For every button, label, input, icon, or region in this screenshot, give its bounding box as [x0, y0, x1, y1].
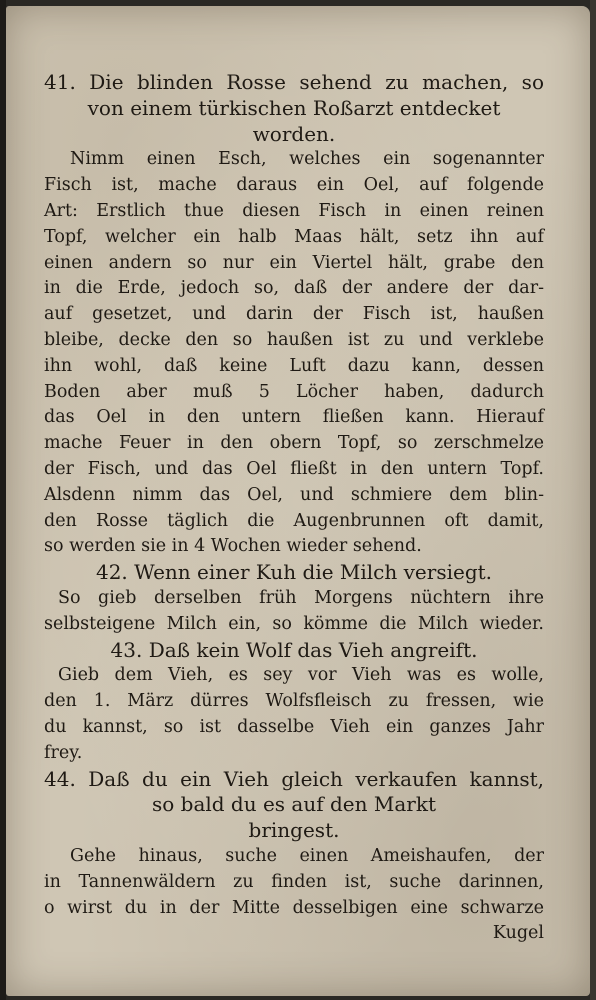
text-line: in Tannenwäldern zu finden ist, suche darinnen, [44, 871, 544, 892]
text-line: Art: Erstlich thue diesen Fisch in einen reinen [44, 200, 544, 221]
text-line: Boden aber muß 5 Löcher haben, dadurch [44, 381, 544, 402]
text-line: bringest. [248, 818, 340, 843]
text-line: o wirst du in der Mitte desselbigen eine schwarze [44, 897, 544, 918]
text-line: 44. Daß du ein Vieh gleich verkaufen kannst, [44, 766, 544, 791]
text-line: selbsteigene Milch ein, so kömme die Milch wieder. [44, 613, 544, 634]
text-line: du kannst, so ist dasselbe Vieh ein ganzes Jahr [44, 716, 544, 737]
text-line: bleibe, decke den so haußen ist zu und verklebe [44, 329, 544, 350]
text-line: den Rosse täglich die Augenbrunnen oft damit, [44, 510, 544, 531]
text-line: mache Feuer in den obern Topf, so zerschmelze [44, 433, 544, 454]
text-line: in die Erde, jedoch so, daß der andere der dar- [44, 278, 544, 299]
text-line: frey. [44, 742, 83, 763]
text-line: Alsdenn nimm das Oel, und schmiere dem blin- [44, 484, 544, 505]
text-line: 41. Die blinden Rosse sehend zu machen, so [44, 70, 544, 94]
text-line: auf gesetzet, und darin der Fisch ist, haußen [44, 304, 544, 325]
text-line: einen andern so nur ein Viertel hält, grabe den [44, 252, 544, 273]
text-line: Nimm einen Esch, welches ein sogenannter [70, 149, 544, 170]
text-line: Kugel [492, 923, 544, 944]
text-line: Topf, welcher ein halb Maas hält, setz ihn auf [44, 226, 544, 247]
page-text [44, 70, 544, 947]
text-line: so bald du es auf den Markt [151, 792, 436, 817]
page-edge [590, 0, 596, 1000]
text-line: ihn wohl, daß keine Luft dazu kann, dessen [44, 355, 544, 376]
text-line: So gieb derselben früh Morgens nüchtern ihre [58, 587, 544, 608]
text-line: von einem türkischen Roßarzt entdecket [87, 95, 501, 120]
text-line: 42. Wenn einer Kuh die Milch versiegt. [95, 560, 493, 585]
text-line: das Oel in den untern fließen kann. Hierauf [44, 407, 544, 428]
text-line: so werden sie in 4 Wochen wieder sehend. [44, 536, 422, 557]
text-line: den 1. März dürres Wolfsfleisch zu fressen, wie [44, 691, 544, 712]
text-line: Gieb dem Vieh, es sey vor Vieh was es wolle, [58, 665, 544, 686]
text-line: Gehe hinaus, suche einen Ameishaufen, der [70, 845, 544, 866]
text-line: der Fisch, und das Oel fließt in den untern Topf. [44, 458, 544, 479]
text-line: Fisch ist, mache daraus ein Oel, auf folgende [44, 175, 544, 196]
text-line: 43. Daß kein Wolf das Vieh angreift. [110, 637, 478, 662]
text-line: worden. [252, 121, 336, 146]
